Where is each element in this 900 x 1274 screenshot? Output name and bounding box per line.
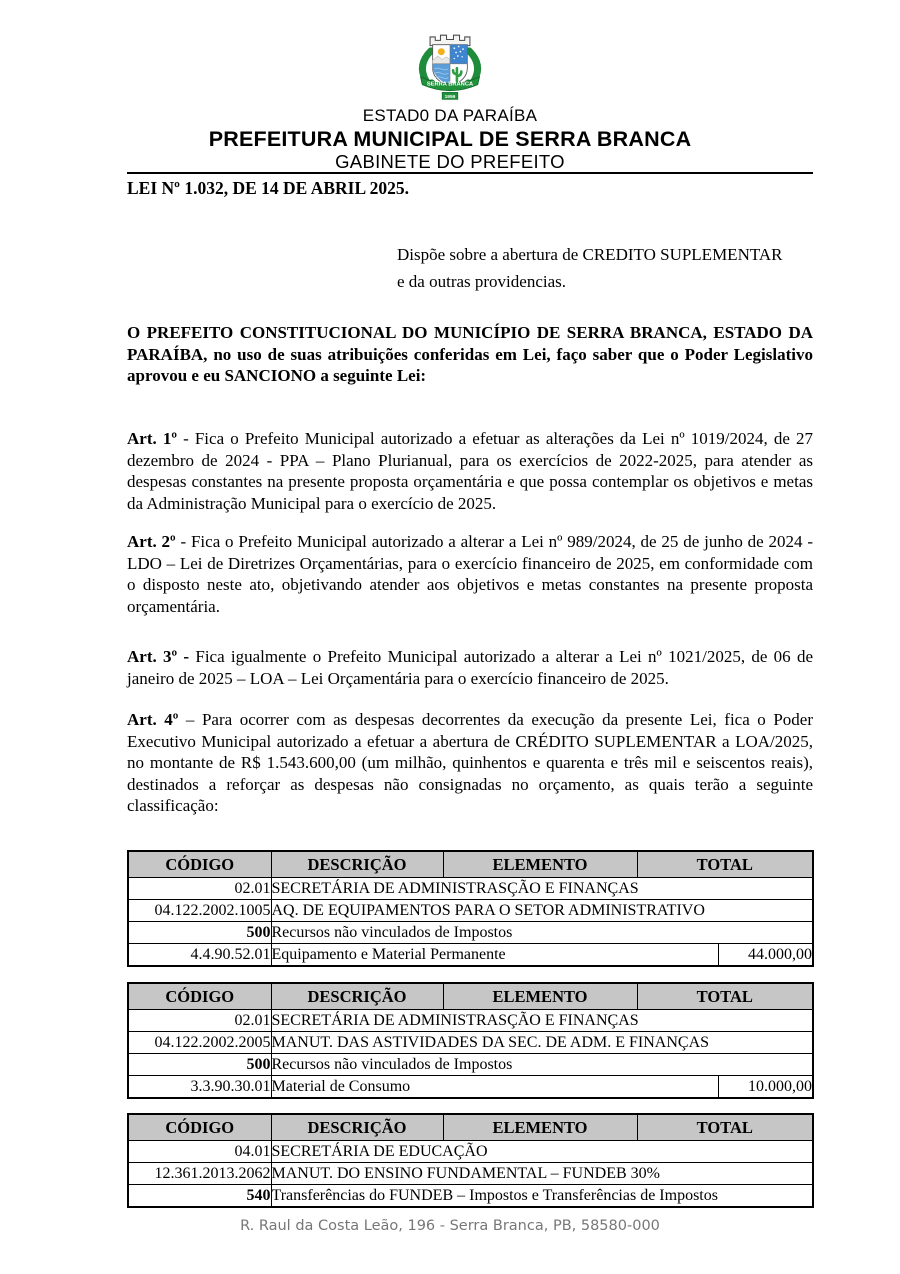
description-cell: SECRETÁRIA DE ADMINISTRASÇÃO E FINANÇAS — [271, 1010, 813, 1032]
description-cell: SECRETÁRIA DE EDUCAÇÃO — [271, 1141, 813, 1163]
letterhead-state: ESTAD0 DA PARAÍBA — [362, 106, 538, 125]
description-cell: Recursos não vinculados de Impostos — [271, 1054, 813, 1076]
table-row — [128, 1010, 813, 1032]
footer-address: R. Raul da Costa Leão, 196 - Serra Branca, PB, 58580-000 — [240, 1218, 660, 1234]
article-1-label: Art. 1º — [127, 429, 177, 448]
article-1 — [127, 428, 813, 514]
total-cell: 44.000,00 — [718, 944, 813, 967]
column-header: TOTAL — [637, 983, 813, 1010]
letterhead-office: GABINETE DO PREFEITO — [335, 151, 565, 172]
table-row — [128, 1163, 813, 1185]
article-3-label: Art. 3º - — [127, 647, 190, 666]
column-header: ELEMENTO — [443, 1114, 637, 1141]
code-cell: 04.122.2002.1005 — [128, 900, 271, 922]
column-header: ELEMENTO — [443, 851, 637, 878]
code-cell: 04.01 — [128, 1141, 271, 1163]
table-row — [128, 1185, 813, 1208]
table-header-row — [128, 983, 813, 1010]
code-cell: 500 — [128, 922, 271, 944]
column-header: ELEMENTO — [443, 983, 637, 1010]
shield-icon — [433, 45, 468, 87]
table-header-row — [128, 851, 813, 878]
article-4-text: – Para ocorrer com as despesas decorrentes da execução da presente Lei, fica o Poder Executivo Municipal autorizado a efetuar a abertura de CRÉDITO SUPLEMENTAR a LOA/2025, no montante de R$ 1.543.600,00 (um milhão, quinhentos e quarenta e três mil e seiscentos reais), destinados a reforçar as despesas não consignadas no orçamento, as quais terão a seguinte classificação: — [127, 710, 813, 816]
sun-icon — [438, 48, 445, 55]
code-cell: 12.361.2013.2062 — [128, 1163, 271, 1185]
budget-table-1 — [127, 850, 814, 967]
description-cell: MANUT. DAS ASTIVIDADES DA SEC. DE ADM. E FINANÇAS — [271, 1032, 813, 1054]
column-header: TOTAL — [637, 1114, 813, 1141]
article-2-label: Art. 2º — [127, 532, 176, 551]
description-cell: SECRETÁRIA DE ADMINISTRASÇÃO E FINANÇAS — [271, 878, 813, 900]
table-row — [128, 1054, 813, 1076]
article-2-text: - Fica o Prefeito Municipal autorizado a alterar a Lei nº 989/2024, de 25 de junho de 2024 - LDO – Lei de Diretrizes Orçamentárias, para o exercício financeiro de 2025, em conformidade com o disposto neste ato, objetivando atender aos objetivos e metas constantes na presente proposta orçamentária. — [127, 532, 813, 616]
article-1-text: - Fica o Prefeito Municipal autorizado a efetuar as alterações da Lei nº 1019/2024, de 27 dezembro de 2024 - PPA – Plano Plurianual, para os exercícios de 2022-2025, para atender as despesas constantes na presente proposta orçamentária e que possa contemplar os objetivos e metas da Administração Municipal para o exercício de 2025. — [127, 429, 813, 513]
code-cell: 02.01 — [128, 1010, 271, 1032]
epigraph-line-1: Dispõe sobre a abertura de CREDITO SUPLEMENTAR — [397, 245, 783, 264]
crown-icon — [430, 35, 470, 45]
table-row — [128, 900, 813, 922]
description-cell: Material de Consumo — [271, 1076, 718, 1099]
column-header: CÓDIGO — [128, 1114, 271, 1141]
column-header: DESCRIÇÃO — [271, 851, 443, 878]
description-cell: Recursos não vinculados de Impostos — [271, 922, 813, 944]
table-row — [128, 878, 813, 900]
column-header: DESCRIÇÃO — [271, 983, 443, 1010]
column-header: TOTAL — [637, 851, 813, 878]
table-row — [128, 944, 813, 967]
code-cell: 3.3.90.30.01 — [128, 1076, 271, 1099]
preamble: O PREFEITO CONSTITUCIONAL DO MUNICÍPIO DE SERRA BRANCA, ESTADO DA PARAÍBA, no uso de suas atribuições conferidas em Lei, faço saber que o Poder Legislativo aprovou e eu SANCIONO a seguinte Lei: — [127, 323, 813, 386]
epigraph-line-2: e da outras providencias. — [397, 272, 566, 291]
article-3-text: Fica igualmente o Prefeito Municipal autorizado a alterar a Lei nº 1021/2025, de 06 de janeiro de 2025 – LOA – Lei Orçamentária para o exercício financeiro de 2025. — [127, 647, 813, 688]
crest-banner-text: SERRA BRANCA — [426, 81, 474, 88]
code-cell: 04.122.2002.2005 — [128, 1032, 271, 1054]
article-4 — [127, 709, 813, 817]
code-cell: 540 — [128, 1185, 271, 1208]
column-header: CÓDIGO — [128, 851, 271, 878]
description-cell: Transferências do FUNDEB – Impostos e Transferências de Impostos — [271, 1185, 813, 1208]
crest-year-text: 1959 — [444, 94, 456, 100]
epigraph — [397, 241, 813, 295]
description-cell: AQ. DE EQUIPAMENTOS PARA O SETOR ADMINISTRATIVO — [271, 900, 813, 922]
letterhead — [0, 104, 900, 173]
table-header-row — [128, 1114, 813, 1141]
code-cell: 500 — [128, 1054, 271, 1076]
article-3 — [127, 646, 813, 689]
table-row — [128, 922, 813, 944]
coat-of-arms — [406, 30, 494, 108]
article-4-label: Art. 4º — [127, 710, 179, 729]
code-cell: 02.01 — [128, 878, 271, 900]
header-divider — [127, 172, 813, 174]
column-header: DESCRIÇÃO — [271, 1114, 443, 1141]
table-row — [128, 1141, 813, 1163]
total-cell: 10.000,00 — [718, 1076, 813, 1099]
budget-table-2 — [127, 982, 814, 1099]
budget-table-3 — [127, 1113, 814, 1208]
column-header: CÓDIGO — [128, 983, 271, 1010]
article-2 — [127, 531, 813, 617]
description-cell: Equipamento e Material Permanente — [271, 944, 718, 967]
law-title: LEI Nº 1.032, DE 14 DE ABRIL 2025. — [127, 178, 409, 198]
code-cell: 4.4.90.52.01 — [128, 944, 271, 967]
table-row — [128, 1032, 813, 1054]
letterhead-municipality: PREFEITURA MUNICIPAL DE SERRA BRANCA — [208, 127, 692, 151]
table-row — [128, 1076, 813, 1099]
description-cell: MANUT. DO ENSINO FUNDAMENTAL – FUNDEB 30% — [271, 1163, 813, 1185]
